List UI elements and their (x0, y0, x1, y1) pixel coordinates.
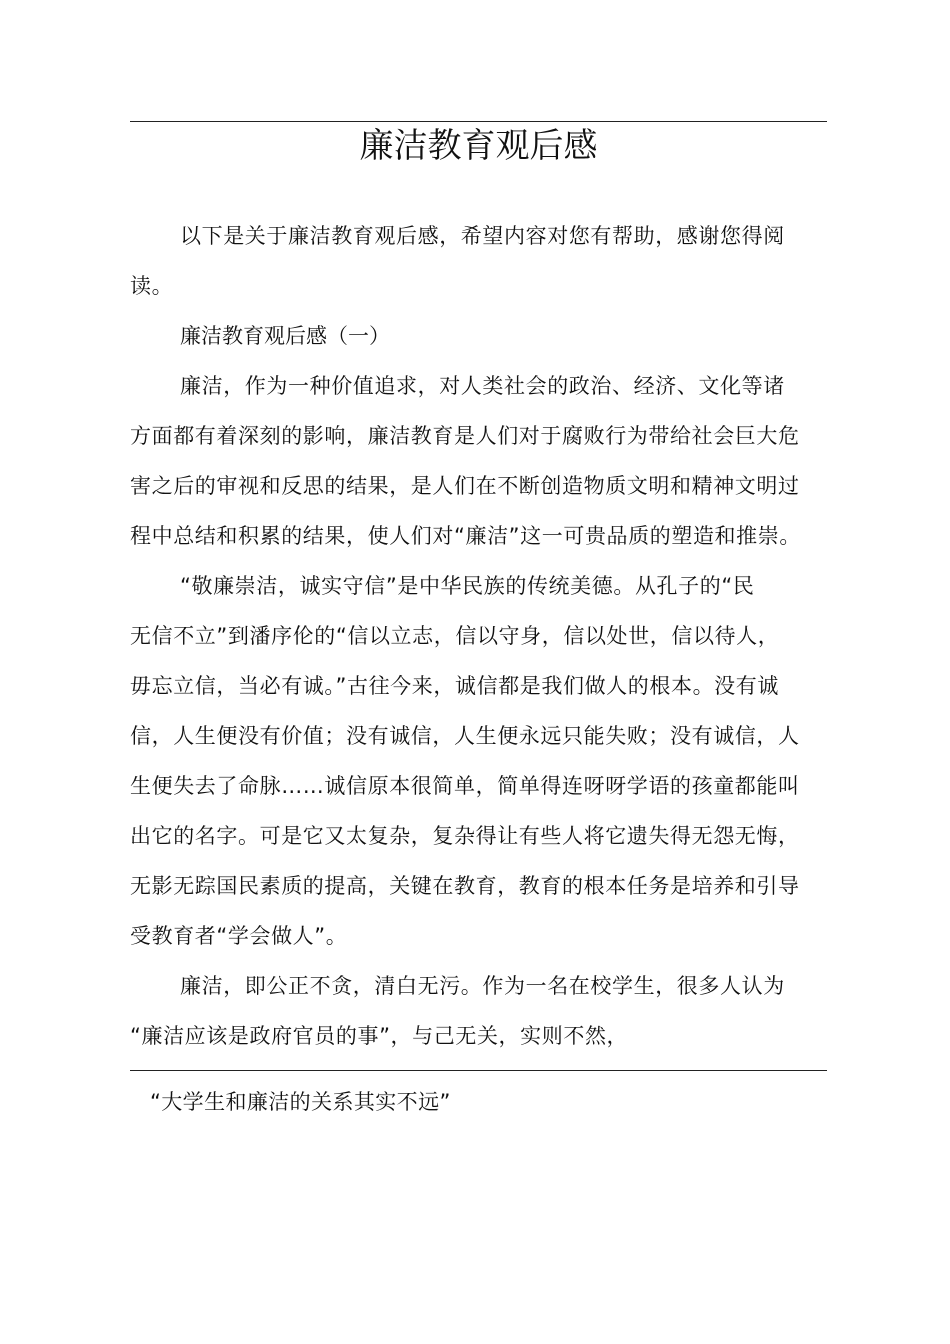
paragraph-1-line-1: 廉洁，作为一种价值追求，对人类社会的政治、经济、文化等诸 (180, 374, 785, 398)
paragraph-3-line-2: “廉洁应该是政府官员的事”，与己无关，实则不然， (130, 1024, 629, 1048)
intro-line-1: 以下是关于廉洁教育观后感，希望内容对您有帮助，感谢您得阅 (180, 224, 785, 248)
paragraph-2-line-2: 无信不立”到潘序伦的“信以立志，信以守身，信以处世，信以待人， (130, 624, 780, 648)
paragraph-2-line-3: 毋忘立信，当必有诚。”古往今来，诚信都是我们做人的根本。没有诚 (130, 674, 779, 698)
document-title: 廉洁教育观后感 (359, 126, 598, 166)
paragraph-1-line-3: 害之后的审视和反思的结果，是人们在不断创造物质文明和精神文明过 (130, 474, 800, 498)
paragraph-1-line-2: 方面都有着深刻的影响，廉洁教育是人们对于腐败行为带给社会巨大危 (130, 424, 800, 448)
paragraph-1-line-4: 程中总结和积累的结果，使人们对“廉洁”这一可贵品质的塑造和推崇。 (130, 524, 801, 548)
paragraph-2-line-7: 无影无踪国民素质的提高，关键在教育，教育的根本任务是培养和引导 (130, 874, 800, 898)
document-body (130, 211, 830, 1061)
paragraph-2-line-6: 出它的名字。可是它又太复杂，复杂得让有些人将它遗失得无怨无悔， (130, 824, 800, 848)
bottom-rule (130, 1070, 827, 1071)
paragraph-2-line-4: 信，人生便没有价值；没有诚信，人生便永远只能失败；没有诚信，人 (130, 724, 800, 748)
top-rule (130, 121, 827, 122)
paragraph-2-line-5: 生便失去了命脉……诚信原本很简单，简单得连呀呀学语的孩童都能叫 (130, 774, 800, 798)
intro-line-2: 读。 (130, 274, 174, 298)
paragraph-2-line-1: “敬廉崇洁，诚实守信”是中华民族的传统美德。从孔子的“民 (180, 574, 755, 598)
paragraph-3-line-1: 廉洁，即公正不贪，清白无污。作为一名在校学生，很多人认为 (180, 974, 785, 998)
footer-quote: “大学生和廉洁的关系其实不远” (150, 1090, 451, 1114)
paragraph-2-line-8: 受教育者“学会做人”。 (130, 924, 348, 948)
section-heading: 廉洁教育观后感（一） (180, 324, 390, 348)
